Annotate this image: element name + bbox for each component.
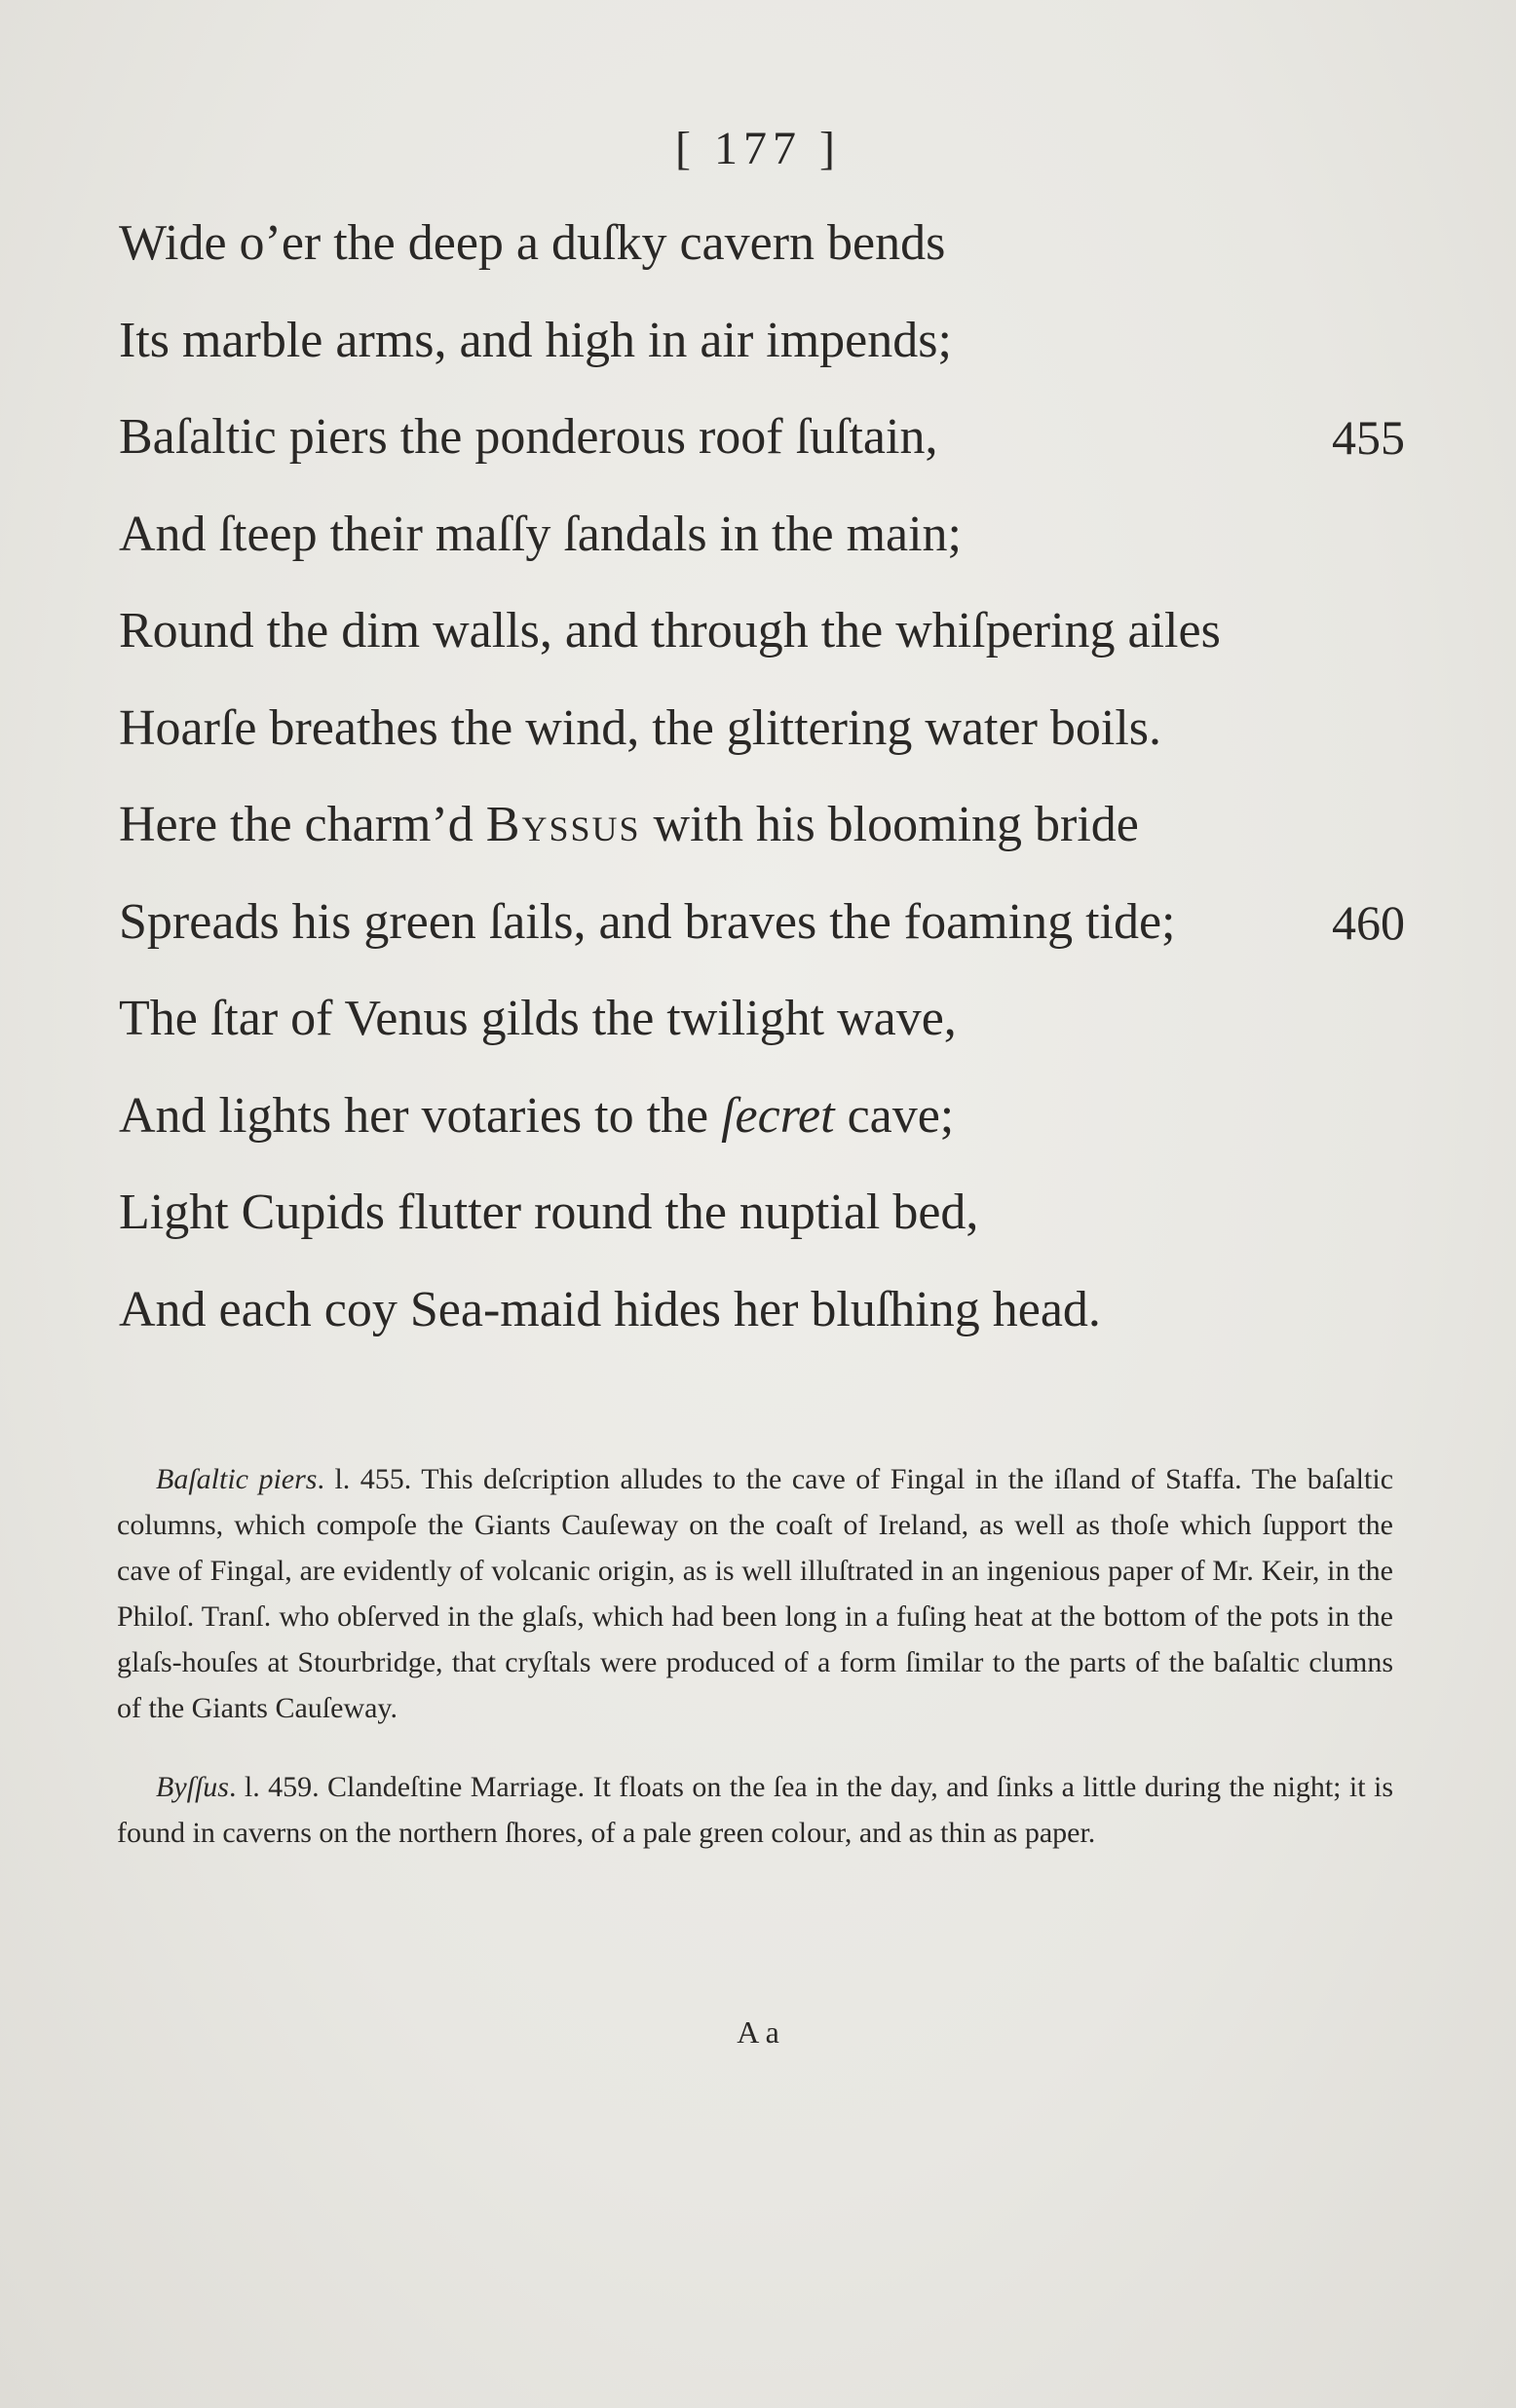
poem-line-post: with his blooming bride	[640, 797, 1139, 852]
footnote	[117, 1456, 1393, 1731]
poem-line	[119, 398, 1405, 496]
italic-word: ſecret	[721, 1087, 835, 1144]
poem-line	[119, 980, 1405, 1077]
footnote-text: Clandeſtine Marriage. It floats on the ſea in the day, and ſinks a little during the night; it is found in caverns on the northern ſhores, of a pale green colour, and as thin as paper.	[117, 1771, 1393, 1849]
poem-line	[119, 1174, 1405, 1271]
footnote-text: This deſcription alludes to the cave of Fingal in the iſland of Staffa. The baſaltic columns, which compoſe the Giants Cauſeway on the coaſt of Ireland, as well as thoſe which ſupport the cave of Fingal, are evidently of volcanic origin, as is well illuſtrated in an ingenious paper of Mr. Keir, in the Philoſ. Tranſ. who obſerved in the glaſs, which had been long in a fuſing heat at the bottom of the pots in the glaſs-houſes at Stourbridge, that cryſtals were produced of a form ſimilar to the parts of the baſaltic clumns of the Giants Cauſeway.	[117, 1463, 1394, 1724]
poem-line	[119, 690, 1405, 787]
poem-line	[119, 496, 1405, 593]
page-number-header: [ 177 ]	[675, 123, 841, 174]
footnote-reference: . l. 455.	[317, 1463, 412, 1495]
poem-line-post: cave;	[834, 1087, 955, 1144]
poem-line	[119, 592, 1405, 690]
footnote-label: Byſſus	[156, 1771, 229, 1803]
poem-line-text: Wide o’er the deep a duſky cavern bends	[119, 215, 946, 271]
footnote	[117, 1764, 1393, 1856]
poem-line	[119, 1271, 1405, 1369]
poem-line-text: And ſteep their maſſy ſandals in the main;	[119, 506, 963, 562]
footnotes	[117, 1456, 1393, 1889]
poem-line	[119, 1077, 1405, 1175]
poem-block	[119, 205, 1405, 1368]
poem-line	[119, 302, 1405, 399]
line-number: 460	[1332, 894, 1405, 950]
line-number: 455	[1332, 410, 1405, 465]
poem-line-text: The ſtar of Venus gilds the twilight wave,	[119, 991, 957, 1046]
poem-line-text: Spreads his green ſails, and braves the foaming tide;	[119, 893, 1176, 950]
poem-line	[119, 205, 1405, 302]
poem-line-text: Its marble arms, and high in air impends;	[119, 312, 952, 368]
poem-line-text: Light Cupids flutter round the nuptial bed,	[119, 1185, 979, 1240]
poem-line-text: Hoarſe breathes the wind, the glittering water boils.	[119, 699, 1162, 756]
poem-line-pre: Here the charm’d	[119, 797, 486, 852]
footnote-reference: . l. 459.	[229, 1771, 320, 1803]
footnote-label: Baſaltic piers	[156, 1463, 318, 1495]
poem-line-text: Baſaltic piers the ponderous roof ſuſtain,	[119, 409, 938, 465]
poem-line	[119, 786, 1405, 884]
signature-mark: A a	[737, 2014, 779, 2050]
poem-line	[119, 884, 1405, 981]
small-caps-name: Byssus	[485, 797, 641, 852]
poem-line-text: And each coy Sea-maid hides her bluſhing head.	[119, 1281, 1101, 1337]
poem-line-pre: And lights her votaries to the	[119, 1087, 722, 1144]
poem-line-text: Round the dim walls, and through the whiſpering ailes	[119, 603, 1221, 658]
